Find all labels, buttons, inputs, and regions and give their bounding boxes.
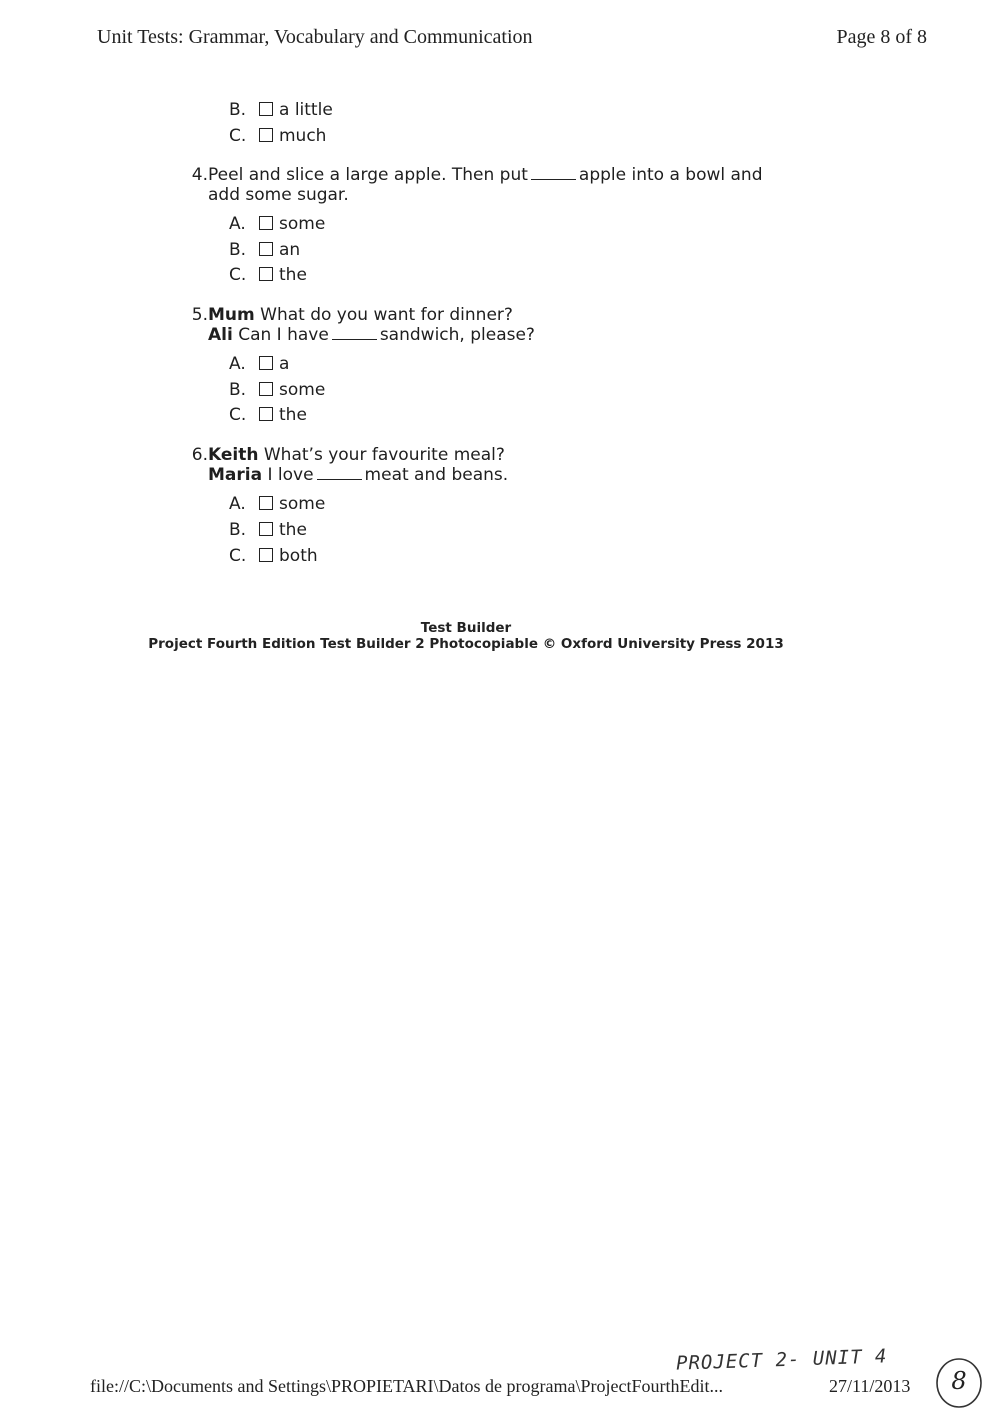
option-item (229, 404, 307, 426)
speaker-name: Mum (208, 305, 255, 325)
option-item (229, 493, 325, 515)
option-letter: A. (229, 354, 246, 374)
checkbox-icon[interactable] (259, 382, 273, 396)
option-item (229, 264, 307, 286)
option-text: some (279, 214, 326, 234)
question-text-part: What do you want for dinner? (260, 305, 513, 325)
question-text (208, 165, 828, 205)
question-text-part: Peel and slice a large apple. Then put (208, 165, 528, 185)
option-letter: B. (229, 100, 247, 120)
footer-title: Test Builder (420, 620, 512, 636)
option-text: the (279, 265, 307, 285)
option-text: the (279, 405, 307, 425)
option-text: some (279, 494, 326, 514)
question-text-part: sandwich, please? (379, 325, 535, 345)
print-date: 27/11/2013 (829, 1376, 911, 1396)
speaker-name: Ali (208, 325, 233, 345)
question-number: 6. (191, 445, 208, 465)
option-letter: B. (229, 520, 247, 540)
checkbox-icon[interactable] (259, 242, 273, 256)
checkbox-icon[interactable] (259, 216, 273, 230)
checkbox-icon[interactable] (259, 407, 273, 421)
question-text (208, 305, 828, 345)
handwritten-score (934, 1357, 984, 1409)
question-text-part: apple into a bowl and (578, 165, 763, 185)
option-letter: A. (229, 494, 246, 514)
option-letter: C. (229, 126, 247, 146)
answer-blank (531, 166, 576, 180)
option-item (229, 213, 325, 235)
answer-blank (332, 326, 377, 340)
question-number: 4. (191, 165, 208, 185)
option-item (229, 379, 325, 401)
option-letter: A. (229, 214, 246, 234)
option-text: much (279, 126, 327, 146)
checkbox-icon[interactable] (259, 128, 273, 142)
header-page-number: Page 8 of 8 (836, 26, 927, 48)
print-file-path: file://C:\Documents and Settings\PROPIETARI\Datos de programa\ProjectFourthEdit... (90, 1376, 723, 1396)
question-text-part: I love (267, 465, 314, 485)
option-item (229, 545, 318, 567)
score-value: 8 (951, 1367, 967, 1395)
option-item (229, 99, 333, 121)
question-text-part: Can I have (238, 325, 329, 345)
question-number: 5. (191, 305, 208, 325)
option-item (229, 519, 307, 541)
checkbox-icon[interactable] (259, 548, 273, 562)
option-item (229, 239, 300, 261)
option-letter: B. (229, 380, 247, 400)
option-text: some (279, 380, 326, 400)
footer-copyright: Project Fourth Edition Test Builder 2 Photocopiable © Oxford University Press 2013 (148, 636, 784, 652)
checkbox-icon[interactable] (259, 522, 273, 536)
option-letter: C. (229, 405, 247, 425)
option-text: a (279, 354, 290, 374)
header-title: Unit Tests: Grammar, Vocabulary and Communication (97, 26, 533, 48)
checkbox-icon[interactable] (259, 102, 273, 116)
answer-blank (317, 466, 362, 480)
option-text: a little (279, 100, 333, 120)
question-text-part: What’s your favourite meal? (263, 445, 505, 465)
option-item (229, 125, 326, 147)
question-text-part: add some sugar. (208, 185, 349, 205)
speaker-name: Maria (208, 465, 263, 485)
option-letter: B. (229, 240, 247, 260)
option-text: an (279, 240, 301, 260)
checkbox-icon[interactable] (259, 496, 273, 510)
checkbox-icon[interactable] (259, 267, 273, 281)
handwritten-note: PROJECT 2- UNIT 4 (675, 1345, 888, 1375)
option-item (229, 353, 289, 375)
option-text: the (279, 520, 307, 540)
checkbox-icon[interactable] (259, 356, 273, 370)
option-letter: C. (229, 265, 247, 285)
speaker-name: Keith (208, 445, 259, 465)
question-text-part: meat and beans. (364, 465, 509, 485)
option-text: both (279, 546, 318, 566)
question-text (208, 445, 828, 485)
option-letter: C. (229, 546, 247, 566)
